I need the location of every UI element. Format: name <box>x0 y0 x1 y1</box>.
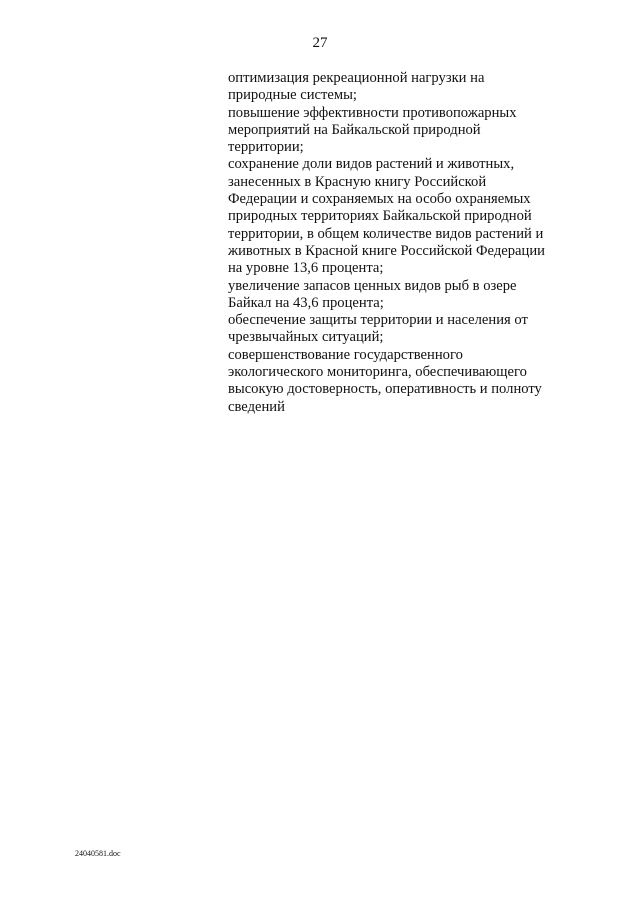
text-line: повышение эффективности противопожарных <box>228 104 517 121</box>
text-line: экологического мониторинга, обеспечивающего <box>228 364 527 381</box>
text-line: мероприятий на Байкальской природной <box>228 121 481 138</box>
page-number: 27 <box>312 35 328 51</box>
text-line: сведений <box>228 398 285 415</box>
text-line: высокую достоверность, оперативность и полноту <box>228 381 542 398</box>
text-line: чрезвычайных ситуаций; <box>228 329 384 346</box>
text-line: оптимизация рекреационной нагрузки на <box>228 70 485 86</box>
text-line: природных территориях Байкальской природной <box>228 208 532 225</box>
text-line: территории, в общем количестве видов растений и <box>228 225 544 242</box>
document-filename: 24040581.doc <box>75 849 121 858</box>
text-line: увеличение запасов ценных видов рыб в озере <box>228 277 517 294</box>
text-line: на уровне 13,6 процента; <box>228 260 384 277</box>
text-line: природные системы; <box>228 87 357 104</box>
text-line: Федерации и сохраняемых на особо охраняемых <box>228 191 531 208</box>
text-line: занесенных в Красную книгу Российской <box>228 173 487 190</box>
text-line: Байкал на 43,6 процента; <box>228 294 384 311</box>
document-body <box>228 70 568 416</box>
text-line: животных в Красной книге Российской Федерации <box>228 242 545 259</box>
text-line: сохранение доли видов растений и животных, <box>228 156 515 173</box>
text-line: обеспечение защиты территории и населения от <box>228 312 528 329</box>
text-line: совершенствование государственного <box>228 346 463 363</box>
text-line: территории; <box>228 139 304 156</box>
